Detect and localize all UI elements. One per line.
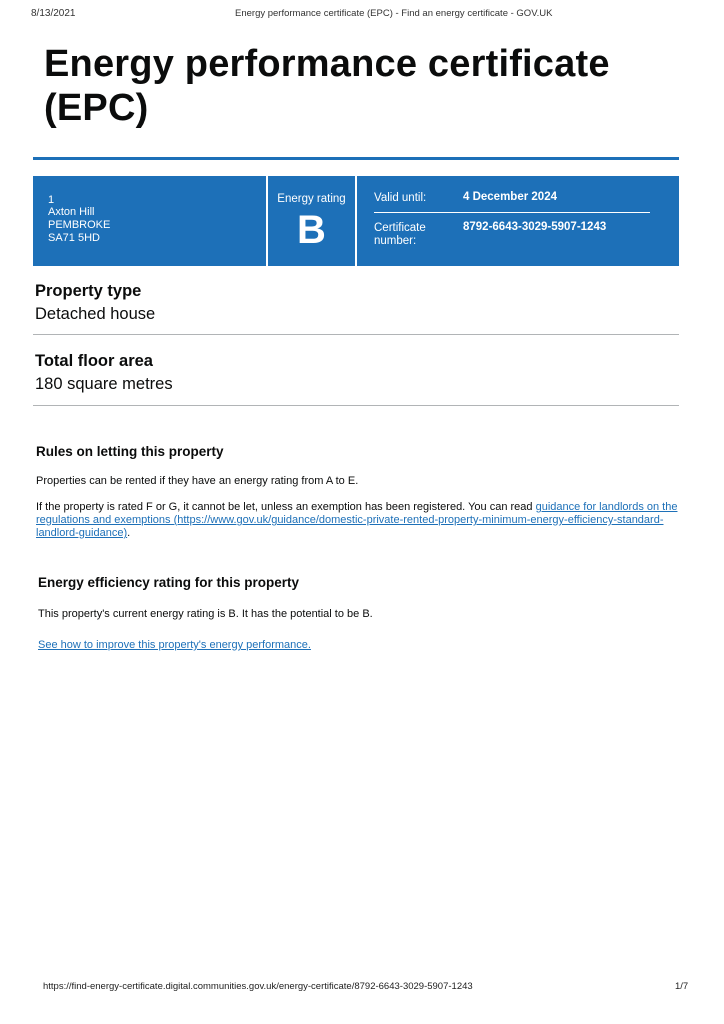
- property-address: [33, 176, 264, 266]
- efficiency-rating-heading: Energy efficiency rating for this property: [38, 575, 300, 590]
- address-line: PEMBROKE: [48, 219, 111, 231]
- address-line: SA71 5HD: [48, 232, 100, 244]
- certificate-number-label-1: Certificate: [374, 222, 426, 234]
- letting-rules-text: If the property is rated F or G, it cannot be let, unless an exemption has been registered. You can read: [36, 501, 536, 513]
- energy-rating-label: Energy rating: [277, 193, 346, 205]
- section-divider: [33, 405, 679, 406]
- epc-summary-banner: [33, 176, 679, 266]
- print-date: 8/13/2021: [31, 8, 76, 19]
- page-number: 1/7: [675, 981, 689, 992]
- improve-energy-performance-link[interactable]: See how to improve this property's energy performance.: [38, 639, 311, 651]
- footer-url: https://find-energy-certificate.digital.communities.gov.uk/energy-certificate/8792-6643-3029-5907-1243: [43, 981, 473, 992]
- section-divider: [33, 334, 679, 335]
- valid-until-value: 4 December 2024: [463, 191, 557, 203]
- certificate-number-value: 8792-6643-3029-5907-1243: [463, 221, 607, 233]
- property-type-value: Detached house: [35, 305, 156, 323]
- address-line: Axton Hill: [48, 206, 95, 218]
- floor-area-section: [35, 352, 173, 394]
- valid-until-label: Valid until:: [374, 192, 427, 204]
- certificate-number-label-2: number:: [374, 235, 417, 247]
- energy-rating-value: B: [297, 208, 326, 252]
- landlord-guidance-link[interactable]: guidance for landlords on the regulations and exemptions (https://www.gov.uk/guidance/domestic-private-rented-property-minimum-energy-efficiency-standard-landlord-guidance): [36, 501, 678, 539]
- page-title: Energy performance certificate (EPC): [44, 43, 610, 129]
- letting-rules-para-2: [36, 501, 684, 540]
- address-line: 1: [48, 194, 55, 206]
- letting-rules-heading: Rules on letting this property: [36, 444, 224, 459]
- print-page-title: Energy performance certificate (EPC) - Find an energy certificate - GOV.UK: [235, 8, 553, 19]
- energy-rating-box: [266, 176, 357, 266]
- letting-rules-para-1: Properties can be rented if they have an energy rating from A to E.: [36, 475, 359, 487]
- floor-area-heading: Total floor area: [35, 352, 153, 370]
- certificate-details: [359, 176, 679, 266]
- letting-rules-text-end: .: [127, 527, 131, 539]
- certificate-divider: [374, 212, 650, 213]
- efficiency-rating-text: This property's current energy rating is B. It has the potential to be B.: [38, 608, 373, 620]
- floor-area-value: 180 square metres: [35, 375, 173, 393]
- certificate-number-label: [374, 222, 426, 248]
- title-divider: [33, 157, 679, 160]
- property-type-section: [35, 282, 155, 324]
- property-type-heading: Property type: [35, 282, 142, 300]
